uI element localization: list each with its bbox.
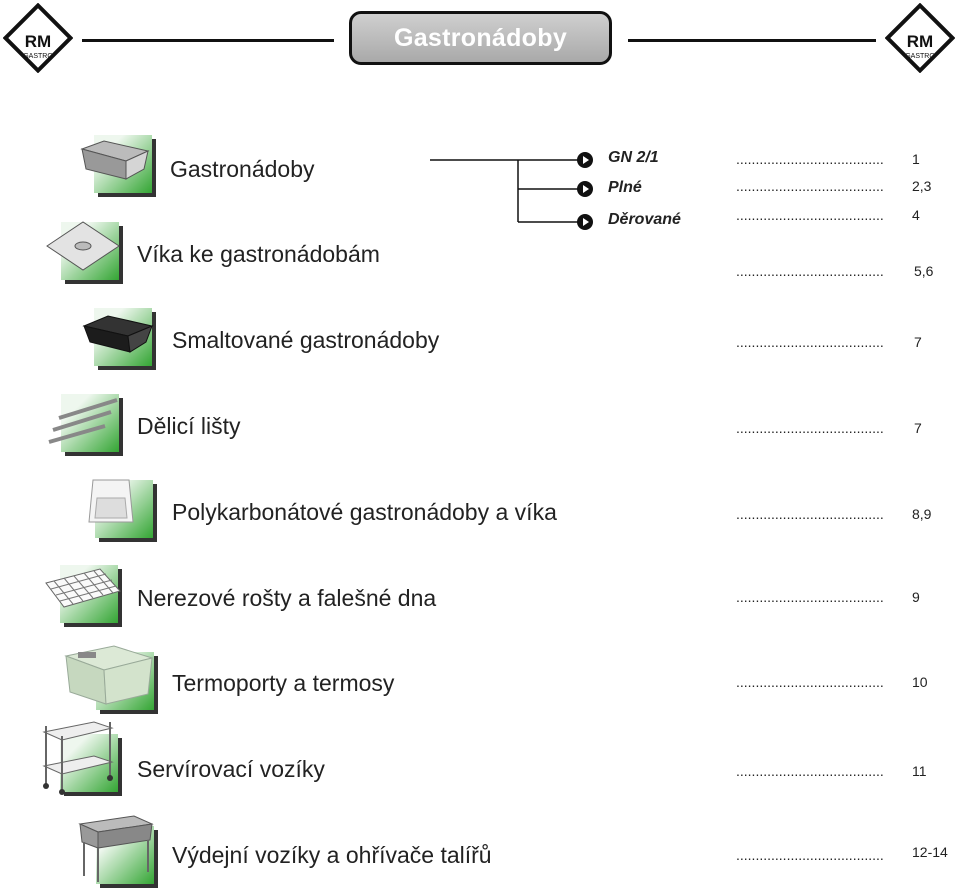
header-rule-right [628,39,876,42]
category-label: Termoporty a termosy [172,670,395,696]
leader-dots: ...................................... [736,847,884,863]
page-number: 12-14 [912,844,948,860]
category-label: Víka ke gastronádobám [137,241,380,267]
pan-lid-icon [45,218,125,284]
svg-text:GASTRO: GASTRO [23,53,53,60]
leader-dots: ...................................... [736,763,884,779]
leader-dots: ...................................... [736,674,884,690]
page-title-banner [349,11,612,65]
gastronorm-pan-icon [78,135,158,197]
divider-bars-icon [45,392,125,456]
thermoport-icon [64,644,160,716]
page-number: 7 [914,420,922,436]
leader-dots: ...................................... [736,506,884,522]
page-number: 10 [912,674,928,690]
branch-connector [430,150,590,230]
arrow-right-icon [577,152,593,168]
category-label: Nerezové rošty a falešné dna [137,585,437,611]
category-label: Dělicí lišty [137,413,241,439]
leader-dots: ...................................... [736,207,884,223]
page-number: 7 [914,334,922,350]
svg-text:RM: RM [24,32,52,51]
leader-dots: ...................................... [736,589,884,605]
leader-dots: ...................................... [736,420,884,436]
page-number: 8,9 [912,506,932,522]
header-rule-left [82,39,334,42]
enamel-pan-icon [80,306,160,370]
svg-text:RM: RM [906,32,934,51]
page-number: 1 [912,151,920,167]
arrow-right-icon [577,181,593,197]
polycarbonate-container-icon [85,474,161,542]
leader-dots: ...................................... [736,178,884,194]
serving-trolley-icon [40,718,128,798]
category-label: Servírovací vozíky [137,756,325,782]
wire-grid-icon [44,563,124,627]
page-number: 11 [912,763,927,779]
leader-dots: ...................................... [736,263,884,279]
page-title: Gastronádoby [393,23,568,52]
page-number: 4 [912,207,920,223]
category-label: Polykarbonátové gastronádoby a víka [172,499,557,525]
brand-logo-left [3,3,73,73]
leader-dots: ...................................... [736,151,884,167]
category-label: Výdejní vozíky a ohřívače talířů [172,842,492,868]
leader-dots: ...................................... [736,334,884,350]
brand-logo-right [885,3,955,73]
category-label: Gastronádoby [170,156,315,182]
page-number: 2,3 [912,178,932,194]
bain-marie-trolley-icon [76,812,162,888]
page-number: 9 [912,589,920,605]
arrow-right-icon [577,214,593,230]
subcategory-label: GN 2/1 [608,149,659,166]
subcategory-label: Plné [608,179,642,196]
page-number: 5,6 [914,263,934,279]
category-label: Smaltované gastronádoby [172,327,440,353]
svg-text:GASTRO: GASTRO [905,53,935,60]
subcategory-label: Děrované [608,211,681,228]
